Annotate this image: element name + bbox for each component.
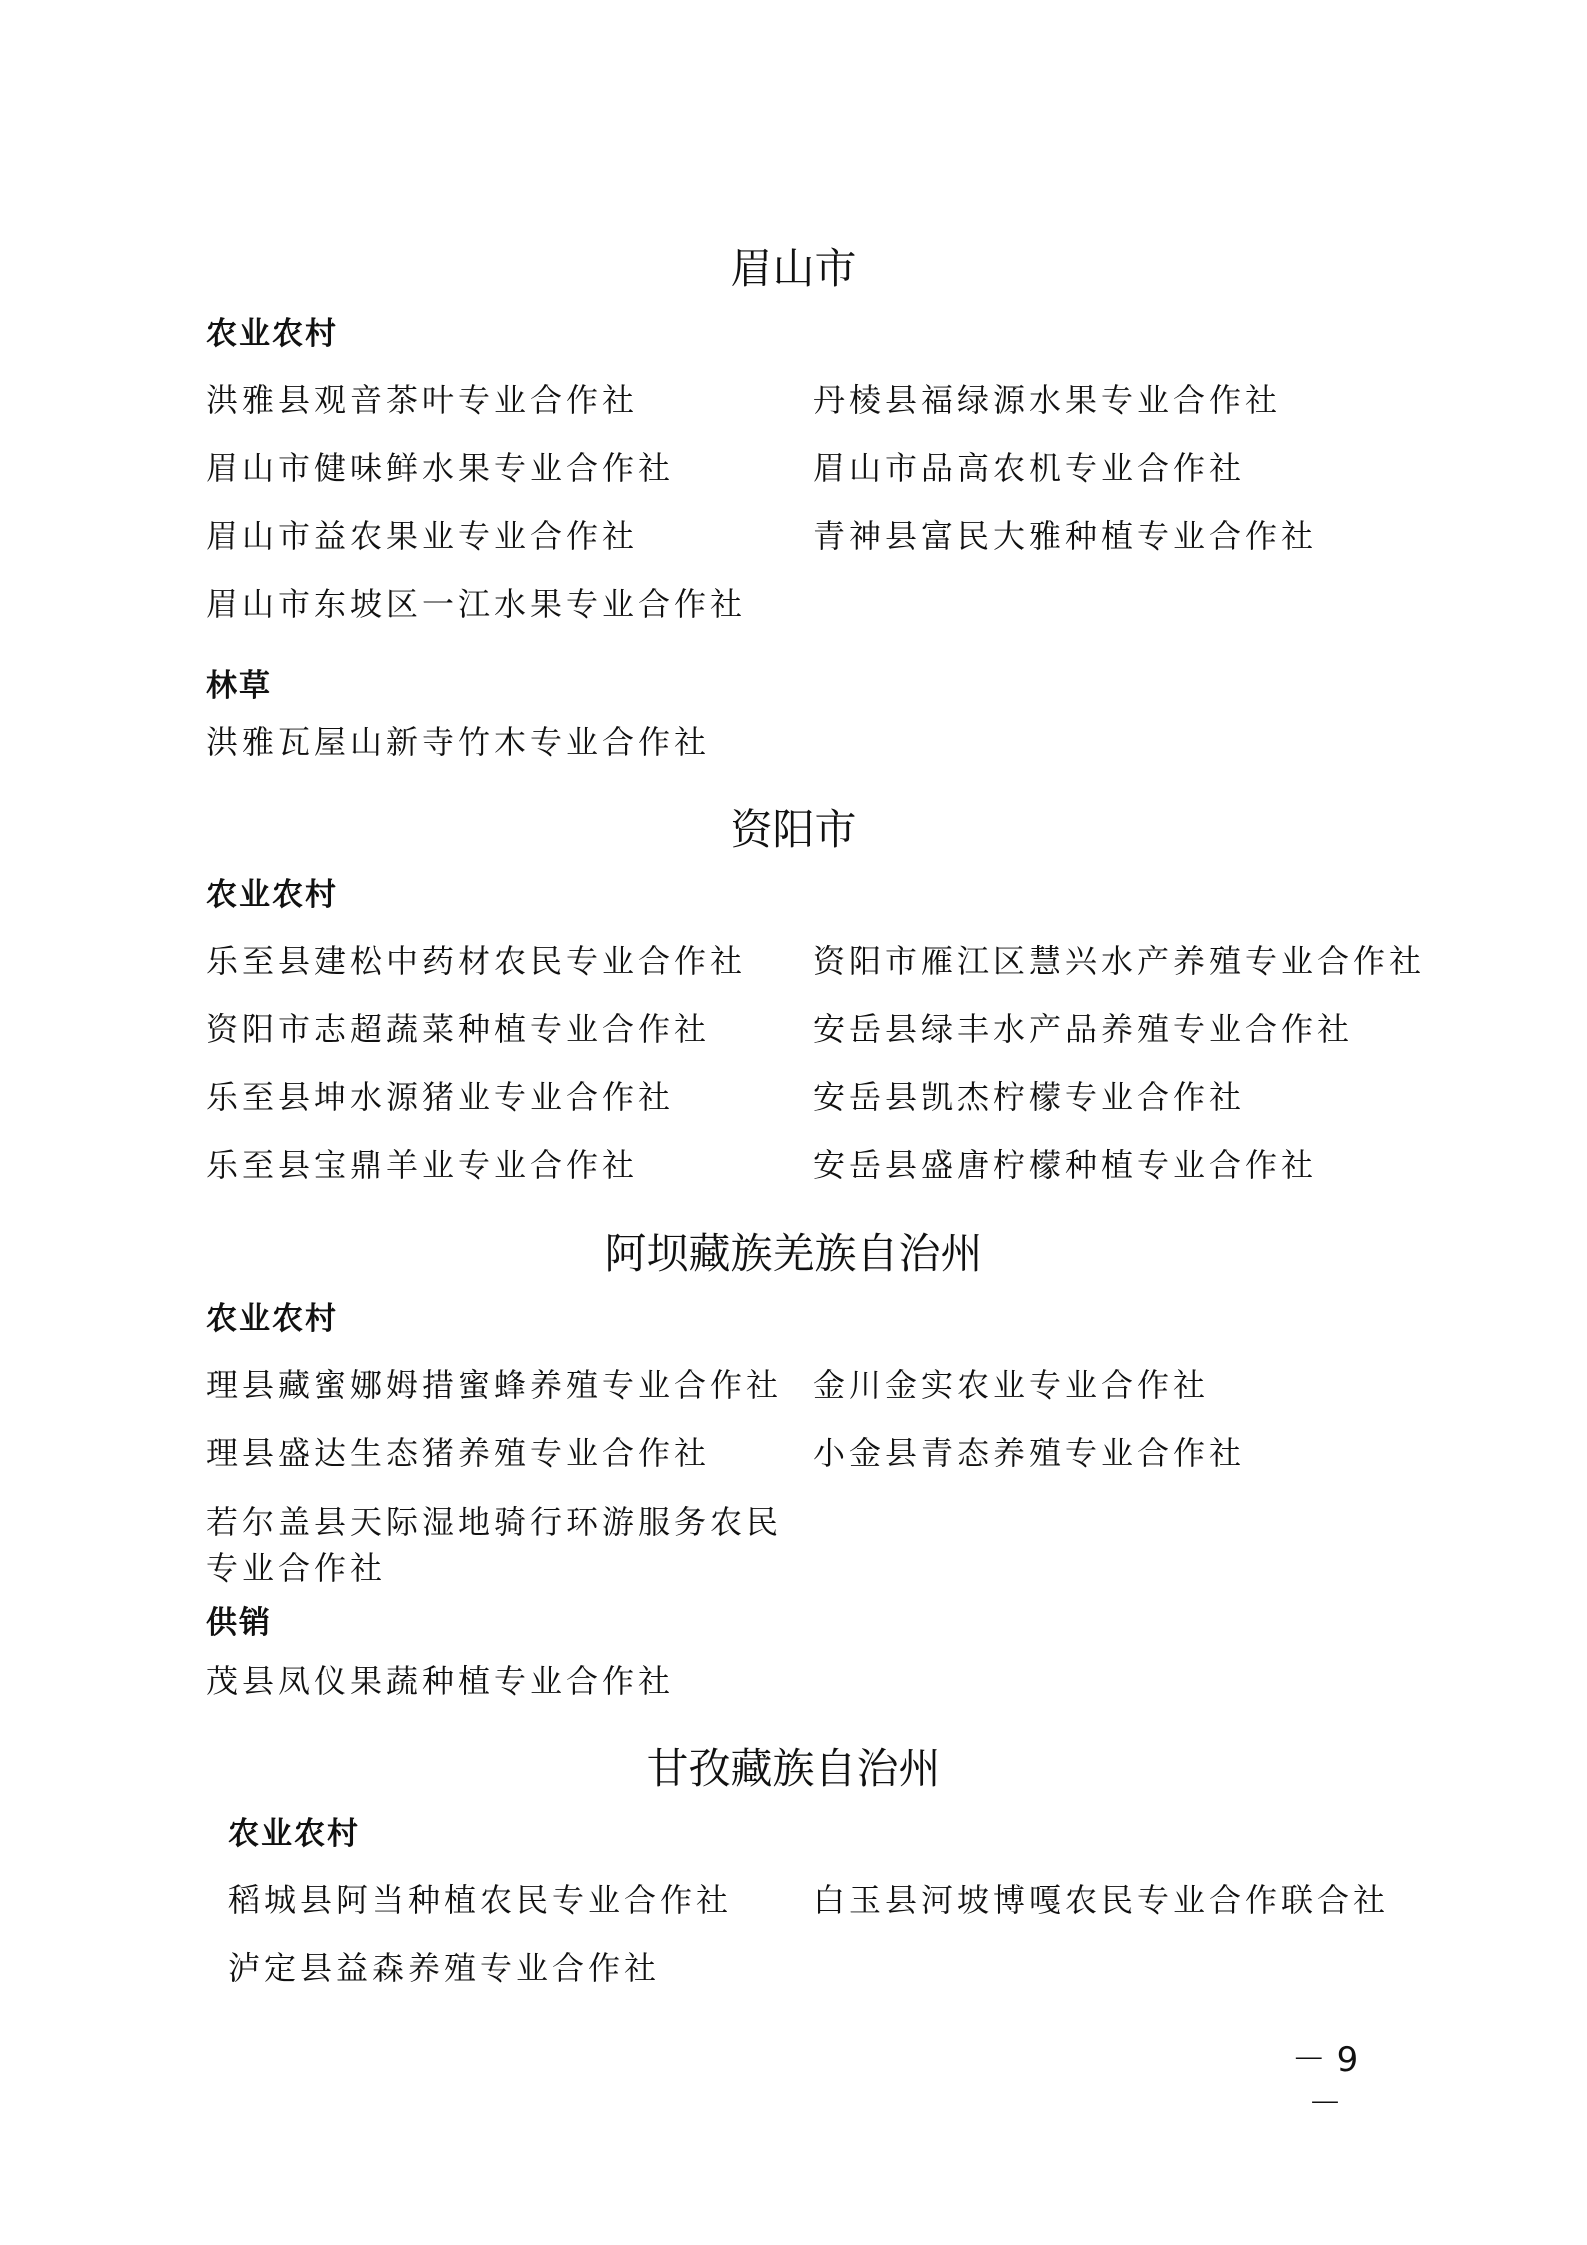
list-item: 眉山市东坡区一江水果专业合作社 bbox=[206, 585, 747, 623]
list-item: 若尔盖县天际湿地骑行环游服务农民专业合作社 bbox=[206, 1503, 783, 1587]
list-item: 泸定县益森养殖专业合作社 bbox=[228, 1949, 661, 1987]
list-item: 安岳县绿丰水产品养殖专业合作社 bbox=[813, 1010, 1354, 1048]
list-item: 青神县富民大雅种植专业合作社 bbox=[813, 517, 1318, 555]
list-item: 资阳市雁江区慧兴水产养殖专业合作社 bbox=[813, 942, 1426, 980]
list-item: 资阳市志超蔬菜种植专业合作社 bbox=[206, 1010, 711, 1048]
list-item: 金川金实农业专业合作社 bbox=[813, 1366, 1210, 1404]
category-label: 供销 bbox=[206, 1605, 272, 1641]
page-number: － 9 － bbox=[1291, 2040, 1359, 2124]
list-item: 洪雅县观音茶叶专业合作社 bbox=[206, 381, 639, 419]
list-item: 稻城县阿当种植农民专业合作社 bbox=[228, 1881, 733, 1919]
list-item: 安岳县盛唐柠檬种植专业合作社 bbox=[813, 1146, 1318, 1184]
list-item: 丹棱县福绿源水果专业合作社 bbox=[813, 381, 1282, 419]
list-item: 理县藏蜜娜姆措蜜蜂养殖专业合作社 bbox=[206, 1366, 783, 1404]
list-item: 乐至县坤水源猪业专业合作社 bbox=[206, 1078, 675, 1116]
list-item: 乐至县建松中药材农民专业合作社 bbox=[206, 942, 747, 980]
category-label: 农业农村 bbox=[206, 316, 338, 352]
list-item: 眉山市益农果业专业合作社 bbox=[206, 517, 639, 555]
list-item: 乐至县宝鼎羊业专业合作社 bbox=[206, 1146, 639, 1184]
category-label: 农业农村 bbox=[206, 877, 338, 913]
list-item: 眉山市品高农机专业合作社 bbox=[813, 449, 1246, 487]
list-item: 白玉县河坡博嘎农民专业合作联合社 bbox=[813, 1881, 1390, 1919]
list-item: 眉山市健味鲜水果专业合作社 bbox=[206, 449, 675, 487]
list-item: 小金县青态养殖专业合作社 bbox=[813, 1434, 1246, 1472]
list-item: 理县盛达生态猪养殖专业合作社 bbox=[206, 1434, 711, 1472]
list-item: 安岳县凯杰柠檬专业合作社 bbox=[813, 1078, 1246, 1116]
section-heading-meishan: 眉山市 bbox=[730, 244, 857, 293]
section-heading-ganzi: 甘孜藏族自治州 bbox=[646, 1744, 941, 1793]
list-item: 茂县凤仪果蔬种植专业合作社 bbox=[206, 1662, 675, 1700]
category-label: 林草 bbox=[206, 668, 272, 704]
list-item: 洪雅瓦屋山新寺竹木专业合作社 bbox=[206, 723, 711, 761]
category-label: 农业农村 bbox=[228, 1816, 360, 1852]
category-label: 农业农村 bbox=[206, 1301, 338, 1337]
section-heading-ziyang: 资阳市 bbox=[730, 805, 857, 854]
section-heading-aba: 阿坝藏族羌族自治州 bbox=[604, 1229, 983, 1278]
